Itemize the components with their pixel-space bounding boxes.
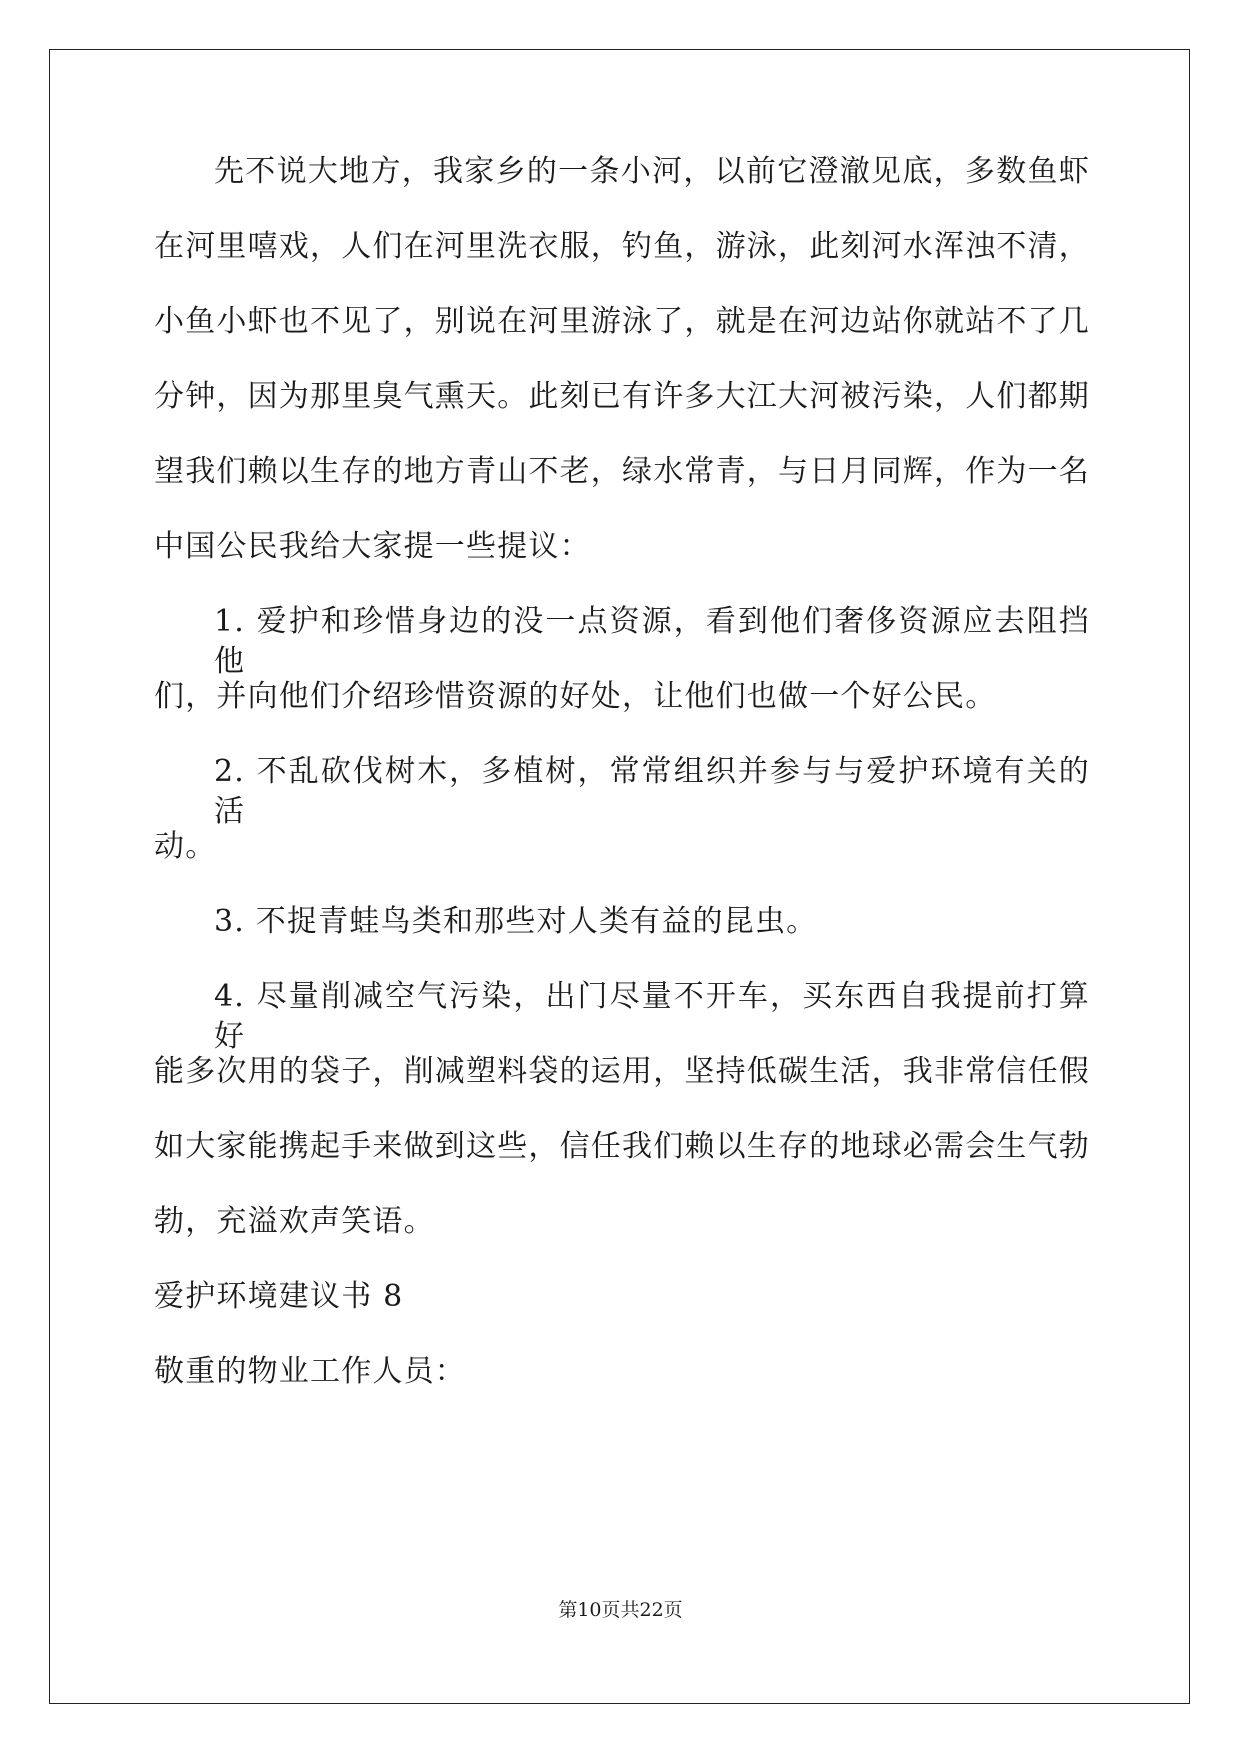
list-item-line: 动。 (154, 829, 217, 864)
current-page-number: 第10页 (558, 1599, 621, 1621)
paragraph-line: 先不说大地方，我家乡的一条小河，以前它澄澈见底，多数鱼虾 (214, 154, 1090, 189)
page-footer (0, 1598, 1241, 1622)
section-heading: 爱护环境建议书 8 (154, 1279, 404, 1314)
page-border (49, 49, 1190, 1704)
salutation: 敬重的物业工作人员： (154, 1354, 466, 1389)
paragraph-line: 望我们赖以生存的地方青山不老，绿水常青，与日月同辉，作为一名 (154, 454, 1090, 489)
paragraph-line: 分钟，因为那里臭气熏天。此刻已有许多大江大河被污染，人们都期 (154, 379, 1090, 414)
list-item-line: 2. 不乱砍伐树木，多植树，常常组织并参与与爱护环境有关的活 (214, 754, 1090, 829)
paragraph-line: 在河里嘻戏，人们在河里洗衣服，钓鱼，游泳，此刻河水浑浊不清， (154, 229, 1090, 264)
paragraph-line: 中国公民我给大家提一些提议： (154, 529, 591, 564)
list-item-line: 能多次用的袋子，削减塑料袋的运用，坚持低碳生活，我非常信任假 (154, 1054, 1090, 1089)
list-item-line: 如大家能携起手来做到这些，信任我们赖以生存的地球必需会生气勃 (154, 1129, 1090, 1164)
list-item-line: 3. 不捉青蛙鸟类和那些对人类有益的昆虫。 (214, 904, 818, 939)
list-item-line: 4. 尽量削减空气污染，出门尽量不开车，买东西自我提前打算好 (214, 979, 1090, 1054)
total-pages: 共22页 (620, 1599, 683, 1621)
list-item-line: 们，并向他们介绍珍惜资源的好处，让他们也做一个好公民。 (154, 679, 997, 714)
paragraph-line: 小鱼小虾也不见了，别说在河里游泳了，就是在河边站你就站不了几 (154, 304, 1090, 339)
list-item-line: 1. 爱护和珍惜身边的没一点资源，看到他们奢侈资源应去阻挡他 (214, 604, 1090, 679)
list-item-line: 勃，充溢欢声笑语。 (154, 1204, 435, 1239)
